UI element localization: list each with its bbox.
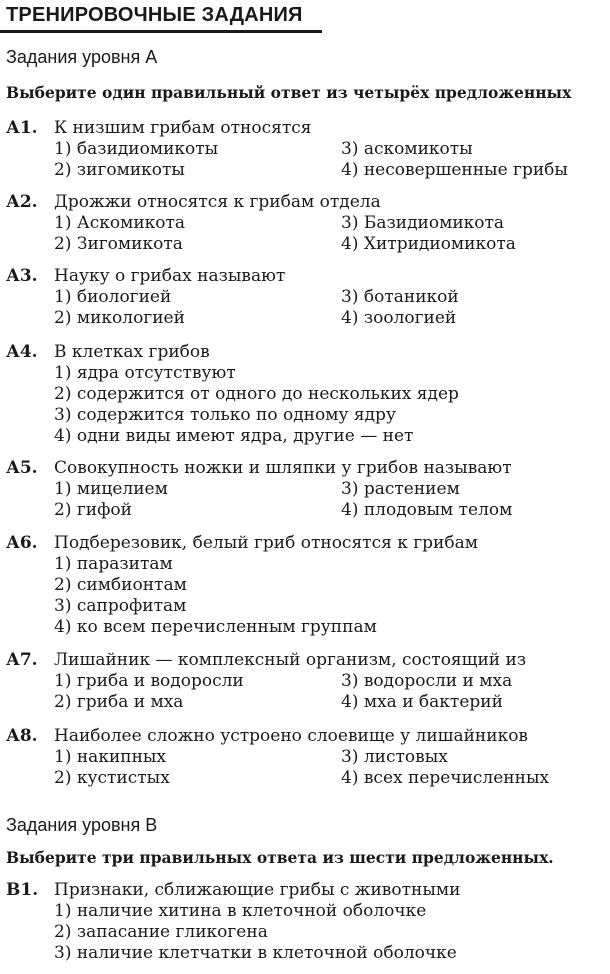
answer-option: 1) ядра отсутствуют bbox=[54, 363, 236, 383]
answer-option: 4) одни виды имеют ядра, другие — нет bbox=[54, 426, 414, 446]
task-question: Подберезовик, белый гриб относятся к грибам bbox=[54, 533, 478, 553]
answer-option: 3) наличие клетчатки в клеточной оболочке bbox=[54, 943, 457, 963]
level-a-instruction: Выберите один правильный ответ из четырёх предложенных bbox=[6, 83, 572, 102]
answer-option: 1) накипных bbox=[54, 747, 167, 767]
answer-option: 2) запасание гликогена bbox=[54, 922, 268, 942]
title-underline bbox=[0, 30, 322, 33]
task-b1 bbox=[6, 880, 606, 964]
task-a2 bbox=[6, 192, 606, 255]
task-a8 bbox=[6, 726, 606, 789]
task-a1 bbox=[6, 118, 606, 181]
level-b-instruction: Выберите три правильных ответа из шести предложенных. bbox=[6, 848, 554, 867]
task-question: В клетках грибов bbox=[54, 342, 210, 362]
answer-options bbox=[6, 671, 606, 713]
task-number: А3. bbox=[6, 266, 38, 286]
task-number: А7. bbox=[6, 650, 38, 670]
task-question: Признаки, сближающие грибы с животными bbox=[54, 880, 461, 900]
answer-option: 2) микологией bbox=[54, 308, 185, 328]
answer-option: 4) несовершенные грибы bbox=[341, 160, 568, 180]
answer-option: 2) Зигомикота bbox=[54, 234, 183, 254]
answer-options bbox=[6, 747, 606, 789]
answer-options bbox=[6, 901, 606, 964]
answer-option: 2) кустистых bbox=[54, 768, 170, 788]
answer-option: 1) гриба и водоросли bbox=[54, 671, 244, 691]
answer-option: 3) водоросли и мха bbox=[341, 671, 513, 691]
task-number: В1. bbox=[6, 880, 39, 900]
answer-option: 4) всех перечисленных bbox=[341, 768, 550, 788]
level-a-heading: Задания уровня А bbox=[6, 47, 158, 67]
task-a5 bbox=[6, 458, 606, 521]
answer-option: 1) наличие хитина в клеточной оболочке bbox=[54, 901, 427, 921]
task-a3 bbox=[6, 266, 606, 329]
answer-option: 3) аскомикоты bbox=[341, 139, 473, 159]
answer-option: 1) мицелием bbox=[54, 479, 168, 499]
answer-option: 1) биологией bbox=[54, 287, 172, 307]
level-b-heading: Задания уровня В bbox=[6, 815, 158, 835]
answer-options bbox=[6, 363, 606, 447]
task-question: Наиболее сложно устроено слоевище у лишайников bbox=[54, 726, 529, 746]
answer-option: 3) растением bbox=[341, 479, 460, 499]
answer-options bbox=[6, 139, 606, 181]
task-number: А2. bbox=[6, 192, 38, 212]
answer-option: 2) гифой bbox=[54, 500, 132, 520]
answer-option: 3) содержится только по одному ядру bbox=[54, 405, 396, 425]
answer-option: 2) содержится от одного до нескольких ядер bbox=[54, 384, 459, 404]
task-question: К низшим грибам относятся bbox=[54, 118, 312, 138]
page-title: ТРЕНИРОВОЧНЫЕ ЗАДАНИЯ bbox=[6, 4, 303, 26]
task-number: А1. bbox=[6, 118, 38, 138]
answer-option: 4) Хитридиомикота bbox=[341, 234, 516, 254]
task-a7 bbox=[6, 650, 606, 713]
answer-option: 1) паразитам bbox=[54, 554, 173, 574]
answer-option: 2) гриба и мха bbox=[54, 692, 184, 712]
answer-option: 3) листовых bbox=[341, 747, 448, 767]
answer-options bbox=[6, 213, 606, 255]
answer-option: 1) базидиомикоты bbox=[54, 139, 219, 159]
task-number: А5. bbox=[6, 458, 38, 478]
answer-option: 2) симбионтам bbox=[54, 575, 187, 595]
task-question: Науку о грибах называют bbox=[54, 266, 286, 286]
task-number: А6. bbox=[6, 533, 38, 553]
answer-option: 3) ботаникой bbox=[341, 287, 459, 307]
answer-option: 2) зигомикоты bbox=[54, 160, 185, 180]
answer-option: 4) зоологией bbox=[341, 308, 457, 328]
task-a6 bbox=[6, 533, 606, 638]
answer-options bbox=[6, 554, 606, 638]
answer-option: 3) Базидиомикота bbox=[341, 213, 505, 233]
task-question: Дрожжи относятся к грибам отдела bbox=[54, 192, 381, 212]
answer-option: 4) мха и бактерий bbox=[341, 692, 503, 712]
answer-options bbox=[6, 287, 606, 329]
answer-options bbox=[6, 479, 606, 521]
task-question: Лишайник — комплексный организм, состоящий из bbox=[54, 650, 527, 670]
task-question: Совокупность ножки и шляпки у грибов называют bbox=[54, 458, 512, 478]
task-number: А4. bbox=[6, 342, 38, 362]
task-a4 bbox=[6, 342, 606, 447]
answer-option: 4) ко всем перечисленным группам bbox=[54, 617, 377, 637]
task-number: А8. bbox=[6, 726, 38, 746]
answer-option: 1) Аскомикота bbox=[54, 213, 186, 233]
answer-option: 4) плодовым телом bbox=[341, 500, 513, 520]
answer-option: 3) сапрофитам bbox=[54, 596, 187, 616]
